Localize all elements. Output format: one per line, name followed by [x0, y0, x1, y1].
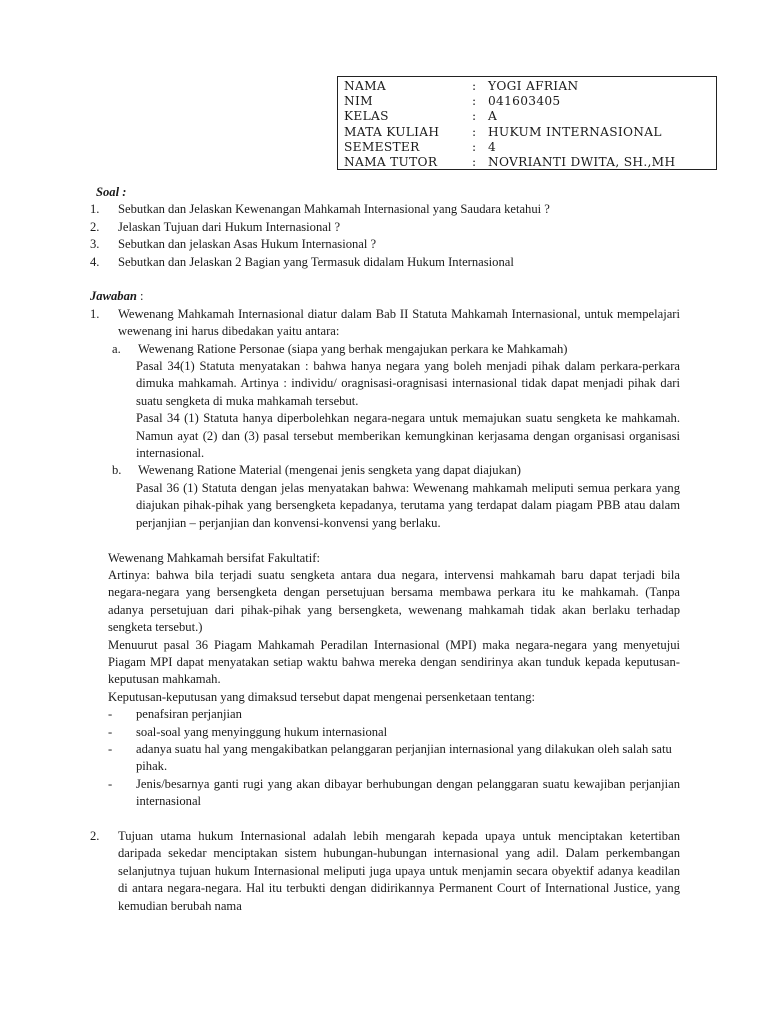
identity-row-semester: [344, 140, 716, 155]
document-body: [90, 184, 680, 915]
dash-text: adanya suatu hal yang mengakibatkan pelanggaran perjanjian internasional yang dilakukan oleh salah satu pihak.: [136, 741, 672, 774]
item-text: Sebutkan dan Jelaskan Kewenangan Mahkamah Internasional yang Saudara ketahui ?: [118, 202, 550, 217]
dash-item: [108, 776, 680, 811]
identity-key: NIM: [344, 94, 373, 109]
item-text: Jelaskan Tujuan dari Hukum Internasional ?: [118, 219, 341, 234]
fakultatif-paragraph-1: Artinya: bahwa bila terjadi suatu sengketa antara dua negara, intervensi mahkamah baru dapat terjadi bila negara-negara yang bersengketa dengan persetujuan bersama membawa perkara itu ke mahkamah. (Tanpa adanya persetujuan dari pihak-pihak yang bersengketa, wewenang mahkamah tidak akan berlaku terhadap sengketa tersebut.): [108, 567, 680, 635]
spacer: [90, 811, 680, 828]
spacer: [90, 271, 680, 288]
identity-sep: :: [472, 94, 477, 109]
soal-item: [90, 219, 680, 236]
dash-mark: -: [108, 741, 113, 756]
identity-row-kelas: [344, 109, 716, 124]
identity-sep: :: [472, 124, 477, 139]
dash-text: penafsiran perjanjian: [136, 707, 242, 722]
identity-key: SEMESTER: [344, 139, 420, 154]
identity-value: YOGI AFRIAN: [488, 79, 579, 93]
identity-row-mata-kuliah: [344, 125, 716, 140]
sub-a-paragraph-1: Pasal 34(1) Statuta menyatakan : bahwa hanya negara yang boleh menjadi pihak dalam perkara-perkara dimuka mahkamah. Artinya : individu/ oragnisasi-oragnisasi internasional tidak dapat menjadi pihak dari suatu sengketa di muka mahkamah tersebut.: [136, 359, 680, 408]
answer-1-sub-a: [112, 341, 680, 358]
item-number: 2.: [90, 219, 100, 234]
answer-2-text: Tujuan utama hukum Internasional adalah lebih mengarah kepada upaya untuk menciptakan ketertiban daripada sekedar menciptakan sistem hubungan-hubungan internasional yang adil. Dalam perkembangan selanjutnya tujuan hukum Internasional meliputi juga upaya untuk menjamin secara obyektif adanya keadilan di antara negara-negara. Hal itu terbukti dengan didirikannya Permanent Court of International Justice, yang kemudian berubah nama: [118, 828, 680, 913]
item-number: 1.: [90, 202, 100, 217]
answer-1-sub-b: [112, 462, 680, 479]
sub-b-paragraph-1: Pasal 36 (1) Statuta dengan jelas menyatakan bahwa: Wewenang mahkamah meliputi semua perkara yang diajukan pihak-pihak yang bersengketa kepadanya, terutama yang terdapat dalam piagam PBB atau dalam perjanjian – perjanjian dan konvensi-konvensi yang berlaku.: [136, 480, 680, 530]
sub-a-paragraph-2: Pasal 34 (1) Statuta hanya diperbolehkan negara-negara untuk memajukan suatu sengketa ke mahkamah. Namun ayat (2) dan (3) pasal tersebut memberikan kemungkinan kerjasama dengan organisasi organisasi internasional.: [136, 411, 680, 461]
dash-mark: -: [108, 707, 113, 722]
dash-mark: -: [108, 776, 113, 791]
dash-item: [108, 706, 680, 723]
sub-title: Wewenang Ratione Material (mengenai jenis sengketa yang dapat diajukan): [138, 463, 521, 478]
fakultatif-paragraph-2: Menuurut pasal 36 Piagam Mahkamah Peradilan Internasional (MPI) maka negara-negara yang menyetujui Piagam MPI dapat menyatakan setiap waktu bahwa mereka dengan sendirinya akan tunduk kepada keputusan-keputusan mahkamah.: [108, 637, 680, 687]
dash-item: [108, 724, 680, 741]
identity-value: 041603405: [488, 94, 561, 109]
identity-key: MATA KULIAH: [344, 124, 440, 139]
identity-value: 4: [488, 139, 497, 154]
identity-row-nim: [344, 94, 716, 109]
soal-item: [90, 236, 680, 253]
identity-sep: :: [472, 139, 477, 154]
item-number: 1.: [90, 306, 100, 321]
fakultatif-paragraph-3: Keputusan-keputusan yang dimaksud tersebut dapat mengenai persenketaan tentang:: [108, 689, 536, 704]
sub-letter: b.: [112, 463, 122, 478]
dash-text: Jenis/besarnya ganti rugi yang akan dibayar berhubungan dengan pelanggaran suatu kewajiban perjanjian internasional: [136, 776, 680, 809]
item-text: Sebutkan dan jelaskan Asas Hukum Internasional ?: [118, 237, 377, 252]
dash-item: [108, 741, 680, 776]
identity-row-nama-tutor: [344, 155, 716, 170]
identity-key: NAMA TUTOR: [344, 155, 438, 170]
answer-1-intro: Wewenang Mahkamah Internasional diatur dalam Bab II Statuta Mahkamah Internasional, untuk mempelajari wewenang ini harus dibedakan yaitu antara:: [118, 306, 680, 339]
soal-item: [90, 201, 680, 218]
item-text: Sebutkan dan Jelaskan 2 Bagian yang Termasuk didalam Hukum Internasional: [118, 254, 514, 269]
identity-value: NOVRIANTI DWITA, SH.,MH: [488, 155, 676, 170]
identity-sep: :: [472, 155, 477, 170]
jawaban-label: Jawaban: [90, 289, 137, 304]
dash-mark: -: [108, 724, 113, 739]
identity-sep: :: [472, 79, 477, 93]
spacer: [90, 532, 680, 549]
answer-1: [90, 306, 680, 341]
item-number: 3.: [90, 237, 100, 252]
item-number: 2.: [90, 828, 100, 843]
identity-key: KELAS: [344, 109, 389, 124]
identity-row-nama: [344, 79, 716, 94]
soal-item: [90, 254, 680, 271]
fakultatif-title: Wewenang Mahkamah bersifat Fakultatif:: [108, 550, 320, 565]
identity-value: HUKUM INTERNASIONAL: [488, 124, 662, 139]
sub-title: Wewenang Ratione Personae (siapa yang berhak mengajukan perkara ke Mahkamah): [138, 341, 568, 356]
identity-sep: :: [472, 109, 477, 124]
identity-value: A: [488, 109, 498, 124]
jawaban-heading: [90, 288, 680, 305]
identity-key: NAMA: [344, 79, 386, 93]
answer-2: [90, 828, 680, 915]
jawaban-colon: :: [136, 289, 144, 304]
dash-text: soal-soal yang menyinggung hukum internasional: [136, 724, 388, 739]
student-identity-box: [337, 76, 717, 170]
sub-letter: a.: [112, 341, 121, 356]
soal-heading: Soal :: [96, 185, 127, 199]
item-number: 4.: [90, 254, 100, 269]
